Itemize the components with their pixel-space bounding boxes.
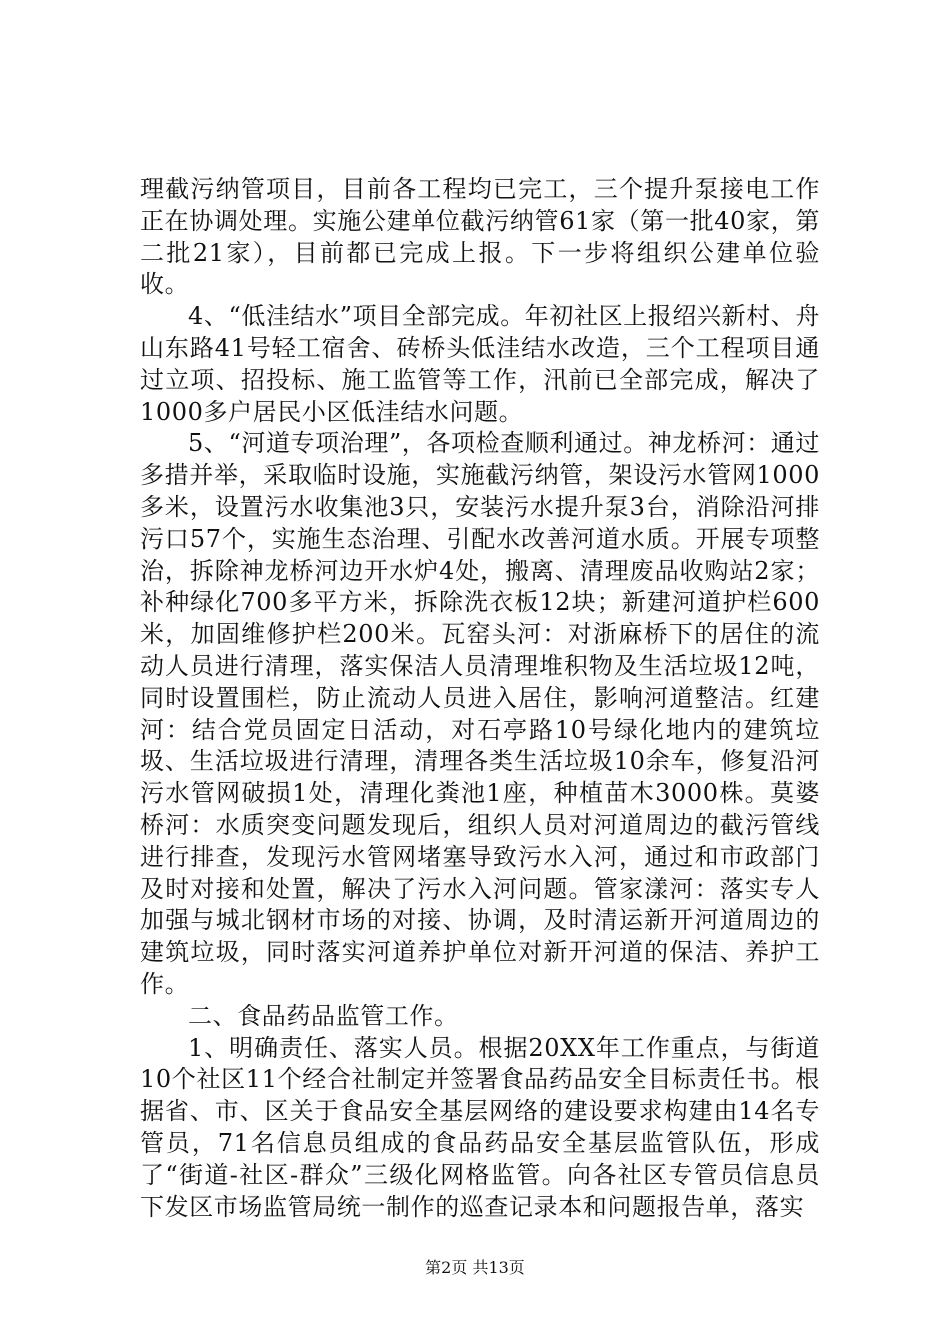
paragraph: 5、“河道专项治理”，各项检查顺利通过。神龙桥河：通过多措并举，采取临时设施，实施截污纳管，架设污水管网1000多米，设置污水收集池3只，安装污水提升泵3台，消除沿河排污口57个，实施生态治理、引配水改善河道水质。开展专项整治，拆除神龙桥河边开水炉4处，搬离、清理废品收购站2家；补种绿化700多平方米，拆除洗衣板12块；新建河道护栏600米，加固维修护栏200米。瓦窑头河：对浙麻桥下的居住的流动人员进行清理，落实保洁人员清理堆积物及生活垃圾12吨，同时设置围栏，防止流动人员进入居住，影响河道整洁。红建河：结合党员固定日活动，对石亭路10号绿化地内的建筑垃圾、生活垃圾进行清理，清理各类生活垃圾10余车，修复沿河污水管网破损1处，清理化粪池1座，种植苗木3000株。莫婆桥河：水质突变问题发现后，组织人员对河道周边的截污管线进行排查，发现污水管网堵塞导致污水入河，通过和市政部门及时对接和处置，解决了污水入河问题。管家漾河：落实专人加强与城北钢材市场的对接、协调，及时清运新开河道周边的建筑垃圾，同时落实河道养护单位对新开河道的保洁、养护工作。 [140, 429, 821, 998]
paragraph: 1、明确责任、落实人员。根据20XX年工作重点，与街道10个社区11个经合社制定并签署食品药品安全目标责任书。根据省、市、区关于食品安全基层网络的建设要求构建由14名专管员，71名信息员组成的食品药品安全基层监管队伍，形成了“街道-社区-群众”三级化网格监管。向各社区专管员信息员下发区市场监管局统一制作的巡查记录本和问题报告单，落实 [140, 1033, 820, 1221]
section-heading: 二、食品药品监管工作。 [188, 1001, 459, 1030]
document-body [140, 174, 820, 1223]
paragraph: 4、“低洼结水”项目全部完成。年初社区上报绍兴新村、舟山东路41号轻工宿舍、砖桥头低洼结水改造，三个工程项目通过立项、招投标、施工监管等工作，汛前已全部完成，解决了1000多户居民小区低洼结水问题。 [140, 302, 821, 426]
page-footer [0, 1258, 950, 1278]
page-number-label: 第2页 共13页 [425, 1258, 525, 1277]
paragraph: 理截污纳管项目，目前各工程均已完工，三个提升泵接电工作正在协调处理。实施公建单位截污纳管61家（第一批40家，第二批21家），目前都已完成上报。下一步将组织公建单位验收。 [140, 175, 820, 299]
